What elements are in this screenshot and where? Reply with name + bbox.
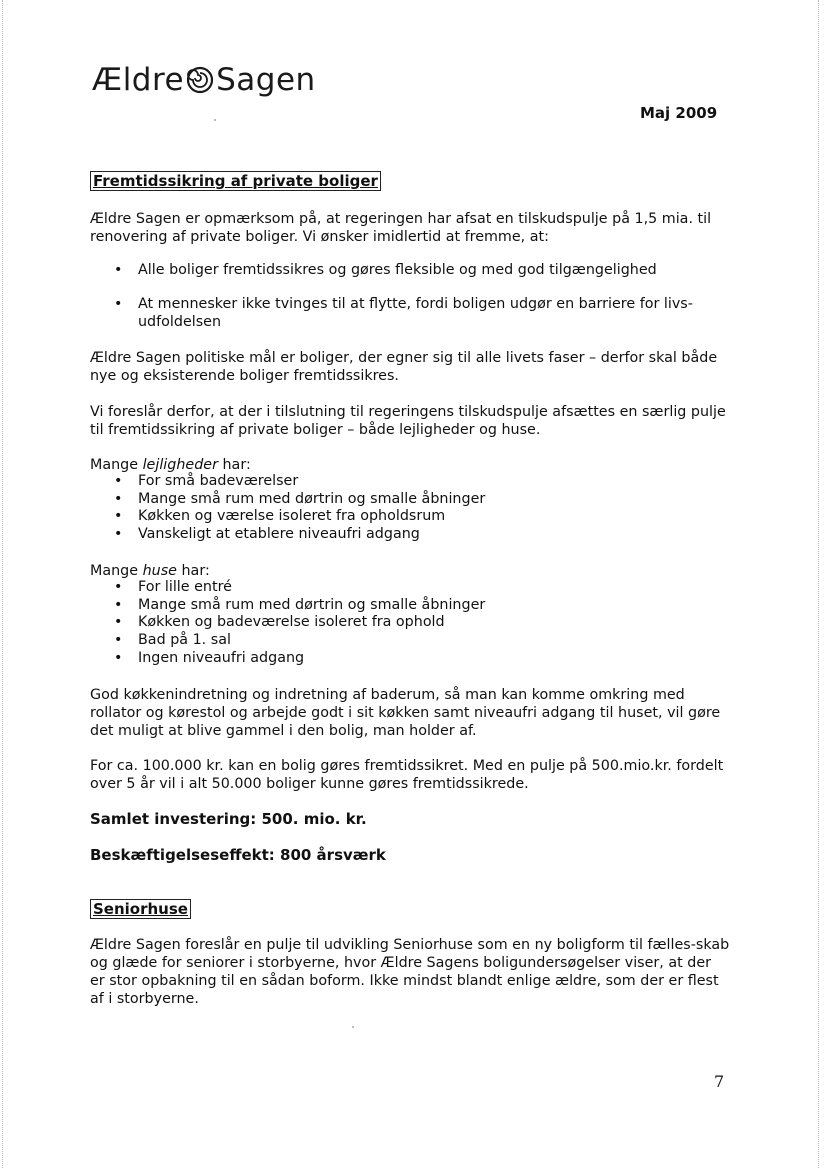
paragraph-cost: For ca. 100.000 kr. kan en bolig gøres fremtidssikret. Med en pulje på 500.mio.kr. fordelt over 5 år vil i alt 50.000 boliger kunne gøres fremtidssikrede. (90, 758, 724, 792)
page-number: 7 (714, 1072, 725, 1091)
scan-edge-left (2, 0, 3, 1168)
scan-speck (352, 1026, 354, 1028)
section-heading-senior-houses: Seniorhuse (90, 899, 191, 919)
intro-paragraph: Ældre Sagen er opmærksom på, at regeringen har afsat en tilskudspulje på 1,5 mia. til renovering af private boliger. Vi ønsker imidlertid at fremme, at: (90, 211, 712, 245)
list-item: • Køkken og badeværelse isoleret fra ophold (90, 614, 710, 632)
houses-list (90, 579, 710, 668)
spiral-logo-icon (186, 66, 214, 94)
list-item: • For små badeværelser (90, 473, 710, 491)
emphasis-apartments: lejligheder (142, 457, 218, 473)
paragraph-kitchen: God køkkenindretning og indretning af baderum, så man kan komme omkring med rollator og kørestol og arbejde godt i sit køkken samt niveaufri adgang til huset, vil gøre det muligt at blive gammel i den bolig, man holder af. (90, 687, 721, 739)
list-item: • Alle boliger fremtidssikres og gøres fleksible og med god tilgængelighed (90, 261, 720, 279)
employment-effect: Beskæftigelseseffekt: 800 årsværk (90, 846, 386, 864)
list-item: • For lille entré (90, 579, 710, 597)
document-date: Maj 2009 (640, 104, 718, 122)
list-item: • Ingen niveaufri adgang (90, 650, 710, 668)
emphasis-houses: huse (142, 563, 177, 579)
apartments-list (90, 473, 710, 544)
list-item: • At mennesker ikke tvinges til at flytte, fordi boligen udgør en barriere for livs-udfoldelsen (90, 295, 720, 331)
paragraph-proposal: Vi foreslår derfor, at der i tilslutning til regeringens tilskudspulje afsættes en særlig pulje til fremtidssikring af private boliger – både lejligheder og huse. (90, 404, 726, 438)
list-item: • Mange små rum med dørtrin og smalle åbninger (90, 491, 710, 509)
goals-list (90, 261, 720, 347)
list-item: • Køkken og værelse isoleret fra opholdsrum (90, 508, 710, 526)
scan-edge-right (818, 0, 819, 1168)
section-heading-future-proofing: Fremtidssikring af private boliger (90, 171, 381, 191)
list-item: • Vanskeligt at etablere niveaufri adgang (90, 526, 710, 544)
list-item: • Bad på 1. sal (90, 632, 710, 650)
list-item: • Mange små rum med dørtrin og smalle åbninger (90, 597, 710, 615)
houses-intro: Mange huse har: (90, 563, 210, 579)
apartments-intro: Mange lejligheder har: (90, 457, 251, 473)
logo-text-right: Sagen (216, 62, 316, 98)
investment-total: Samlet investering: 500. mio. kr. (90, 810, 367, 828)
paragraph-senior-houses: Ældre Sagen foreslår en pulje til udvikling Seniorhuse som en ny boligform til fælles-skab og glæde for seniorer i storbyerne, hvor Ældre Sagens boligundersøgelser viser, at der er stor opbakning til en sådan boform. Ikke mindst blandt enlige ældre, som der er flest af i storbyerne. (90, 937, 730, 1007)
logo-text-left: Ældre (92, 62, 185, 98)
logo (92, 62, 316, 98)
scan-speck (214, 119, 216, 121)
paragraph-policy: Ældre Sagen politiske mål er boliger, der egner sig til alle livets faser – derfor skal både nye og eksisterende boliger fremtidssikres. (90, 350, 718, 384)
